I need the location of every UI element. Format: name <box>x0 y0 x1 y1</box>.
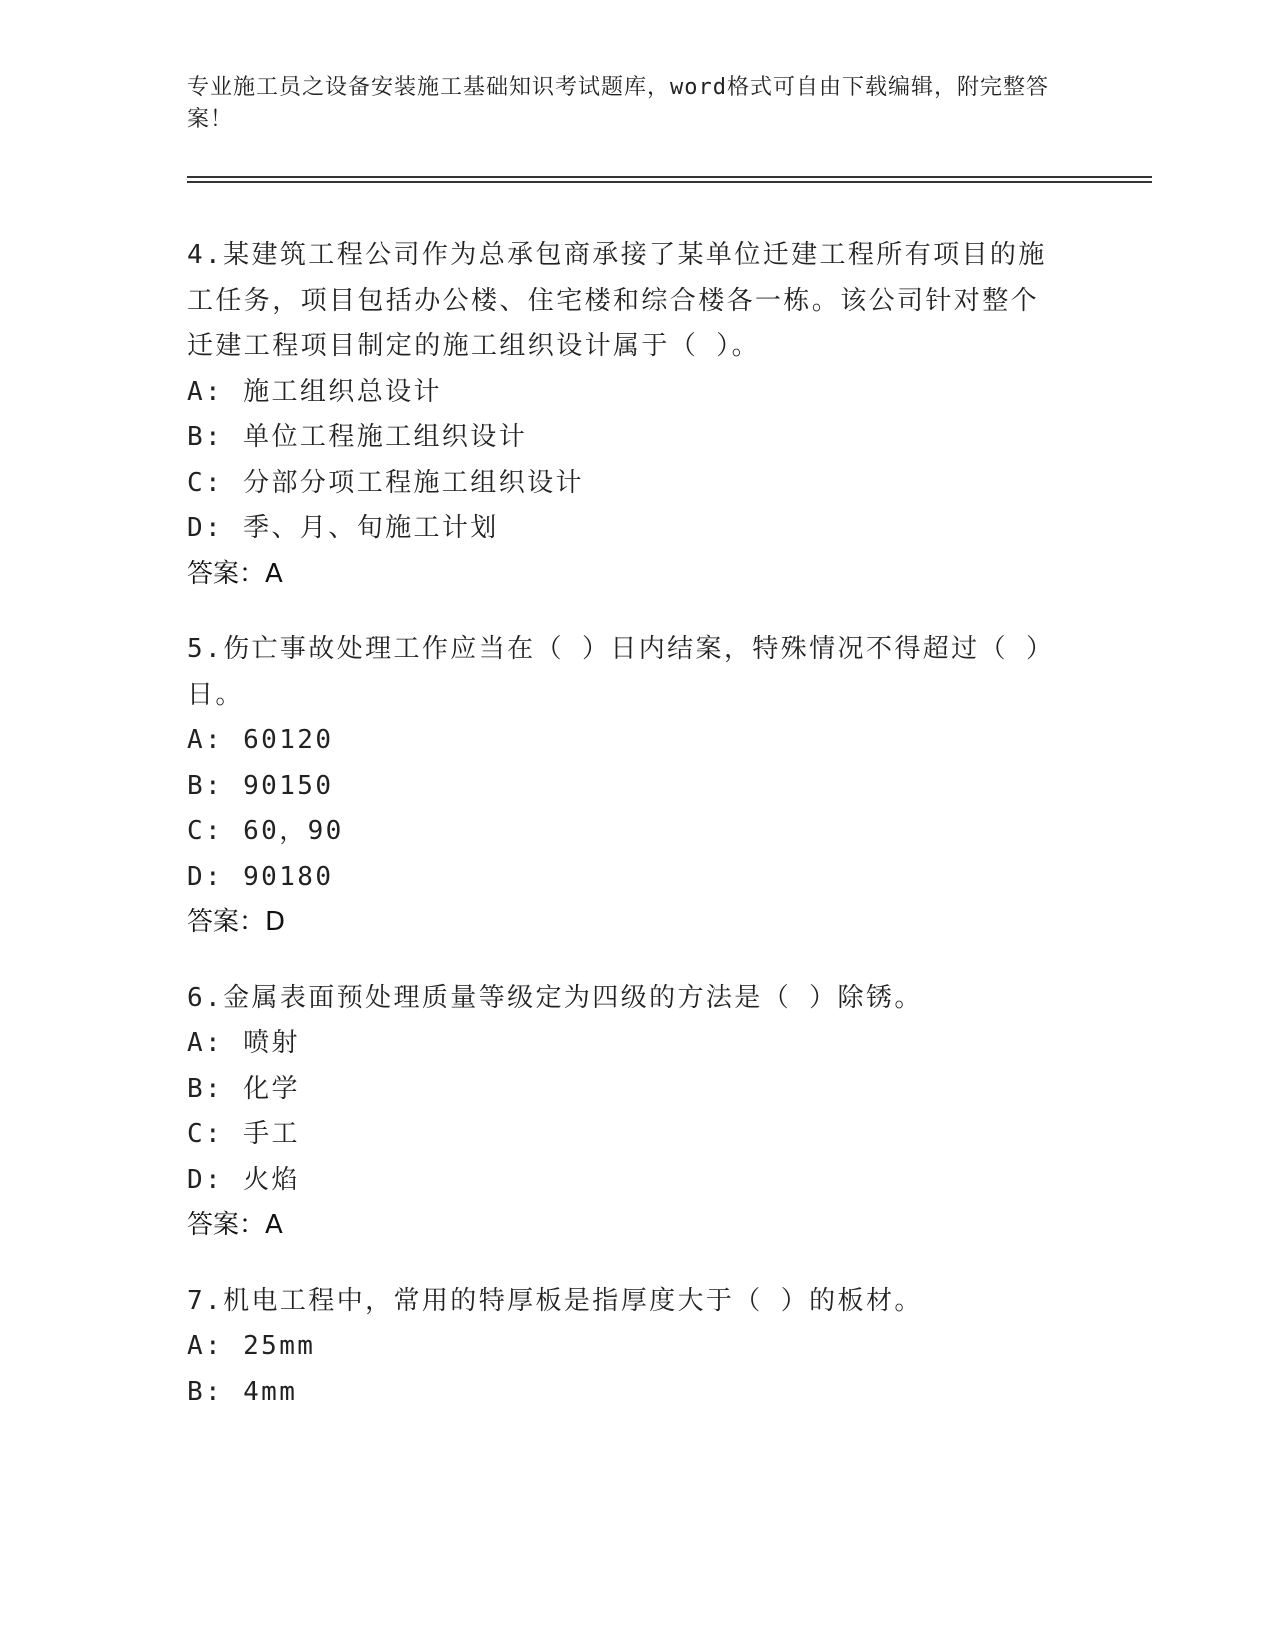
option-text: 90180 <box>243 861 334 892</box>
option-b <box>187 764 1067 810</box>
option-letter: B: <box>187 1376 224 1407</box>
option-letter: C: <box>187 1119 224 1149</box>
question-stem: 7.机电工程中，常用的特厚板是指厚度大于（ ）的板材。 <box>187 1285 923 1316</box>
option-a <box>187 1021 1067 1067</box>
option-letter: A: <box>187 1331 224 1361</box>
option-letter: D: <box>187 861 224 892</box>
option-letter: C: <box>187 816 224 846</box>
option-a <box>187 1324 1067 1370</box>
question-7 <box>187 1279 1067 1416</box>
option-letter: A: <box>187 725 224 755</box>
option-text: 季、月、旬施工计划 <box>243 513 499 543</box>
option-letter: B: <box>187 1073 224 1104</box>
option-letter: D: <box>187 513 224 543</box>
question-6 <box>187 976 1067 1249</box>
answer-label: 答案：A <box>187 1210 283 1240</box>
option-c <box>187 809 1067 855</box>
option-d <box>187 855 1067 901</box>
option-d <box>187 506 1067 552</box>
option-b <box>187 415 1067 461</box>
answer-label: 答案：A <box>187 558 283 589</box>
option-b <box>187 1370 1067 1416</box>
option-letter: D: <box>187 1164 224 1195</box>
option-text: 90150 <box>243 770 334 801</box>
question-stem: 6.金属表面预处理质量等级定为四级的方法是（ ）除锈。 <box>187 982 923 1013</box>
option-letter: A: <box>187 1028 224 1058</box>
question-stem: 5.伤亡事故处理工作应当在（ ）日内结案，特殊情况不得超过（ ）日。 <box>187 634 1055 710</box>
option-d <box>187 1158 1067 1204</box>
option-letter: A: <box>187 376 224 407</box>
header-divider-bottom <box>187 181 1152 183</box>
option-text: 单位工程施工组织设计 <box>243 422 528 452</box>
option-text: 手工 <box>243 1119 300 1149</box>
option-letter: B: <box>187 770 224 801</box>
option-letter: B: <box>187 422 224 452</box>
option-text: 施工组织总设计 <box>243 376 442 407</box>
document-header: 专业施工员之设备安装施工基础知识考试题库，word格式可自由下载编辑，附完整答案！ <box>187 75 1049 132</box>
option-text: 60120 <box>243 725 334 755</box>
option-letter: C: <box>187 467 224 498</box>
option-a <box>187 370 1067 416</box>
option-text: 25mm <box>243 1331 316 1361</box>
option-c <box>187 1112 1067 1158</box>
option-text: 化学 <box>243 1073 300 1104</box>
option-text: 喷射 <box>243 1028 300 1058</box>
option-c <box>187 461 1067 507</box>
option-text: 4mm <box>243 1376 298 1407</box>
header-divider-top <box>187 176 1152 178</box>
question-stem: 4.某建筑工程公司作为总承包商承接了某单位迁建工程所有项目的施工任务，项目包括办公楼、住宅楼和综合楼各一栋。该公司针对整个迁建工程项目制定的施工组织设计属于（ ）。 <box>187 240 1047 361</box>
answer-label: 答案：D <box>187 907 286 937</box>
option-text: 火焰 <box>243 1164 300 1195</box>
question-5 <box>187 627 1067 946</box>
question-4 <box>187 233 1067 597</box>
question-list <box>187 233 1067 1445</box>
option-text: 60，90 <box>243 816 344 846</box>
option-text: 分部分项工程施工组织设计 <box>243 467 584 498</box>
option-a <box>187 718 1067 764</box>
option-b <box>187 1067 1067 1113</box>
